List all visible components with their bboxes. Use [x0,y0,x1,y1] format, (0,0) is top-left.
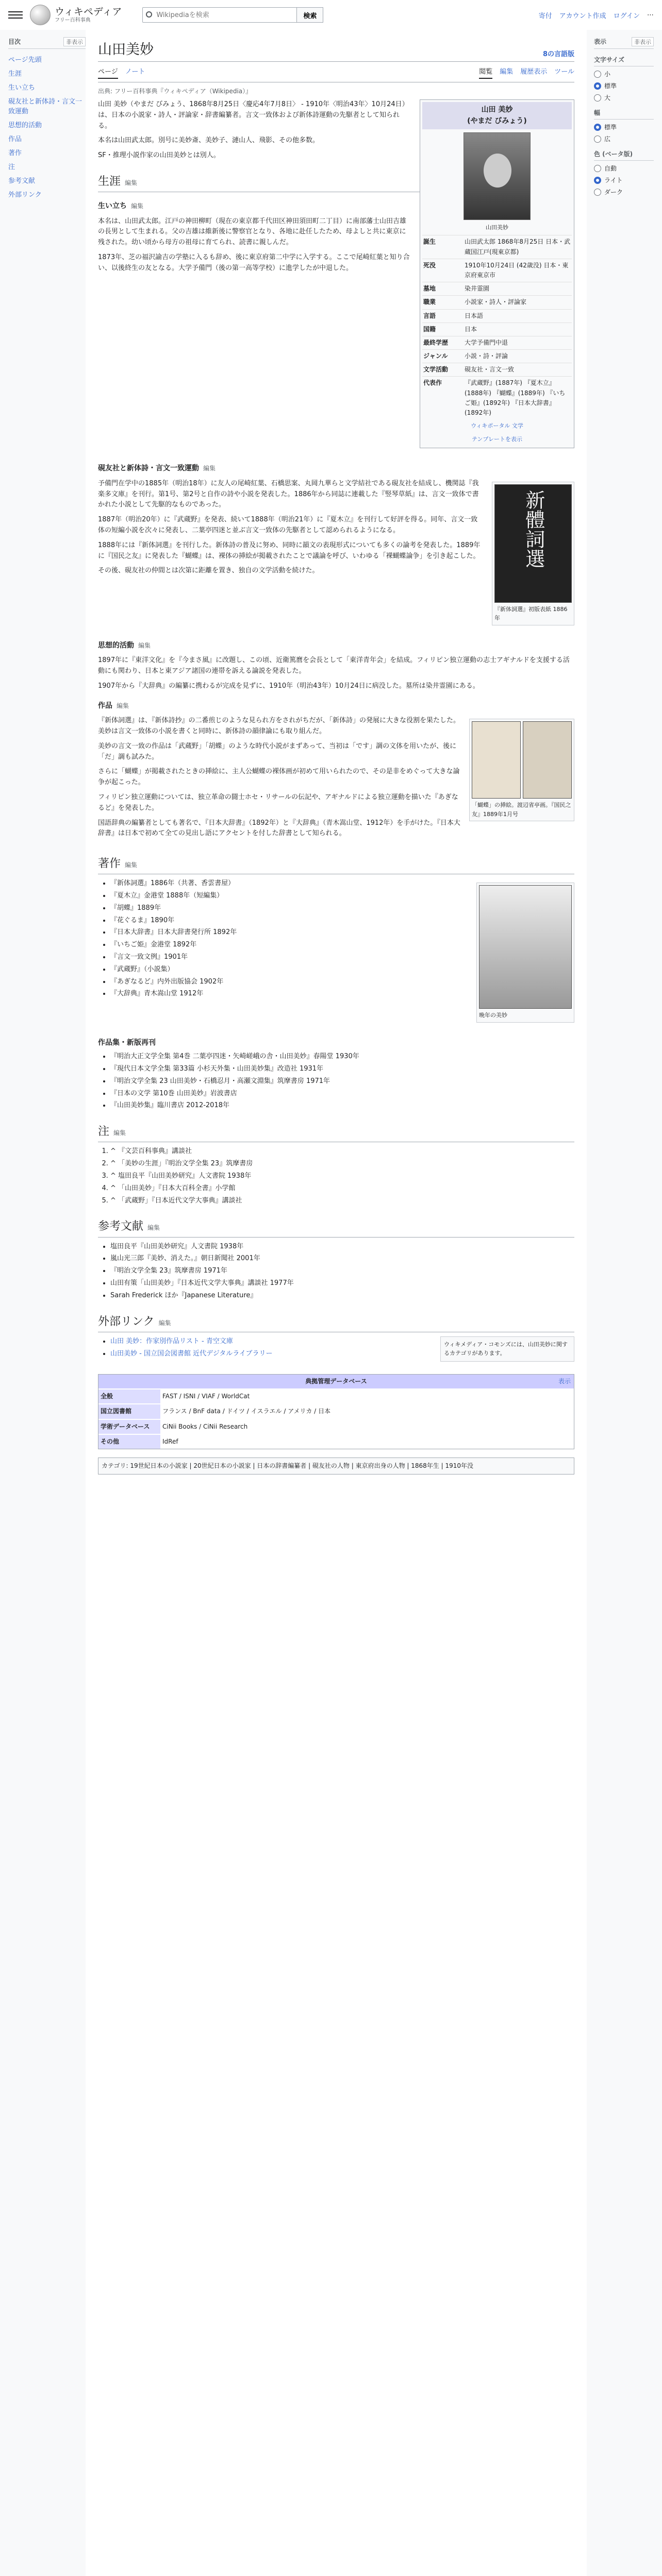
width-heading: 幅 [594,106,654,120]
option-label: ライト [604,177,623,184]
list-item: • 『いちご姫』金港堂 1892年 [110,940,574,951]
external-link[interactable]: 山田 美妙：作家別作品リスト - 青空文庫 [110,1337,233,1345]
navbox-key: 国立図書館 [98,1404,160,1418]
section-heading: 参考文献 [98,1220,144,1233]
navbox-value[interactable]: FAST / ISNI / VIAF / WorldCat [160,1389,252,1403]
reference-item: • 山田有策「山田美妙」『日本近代文学大事典』講談社 1977年 [110,1278,574,1289]
option-label: ダーク [604,189,623,196]
portrait-image[interactable] [464,132,531,220]
appearance-title: 表示 [594,38,607,45]
more-options-icon[interactable]: ⋯ [647,11,654,19]
paragraph: 1887年（明治20年）に『武蔵野』を発表、続いて1888年（明治21年）に『夏木立』を刊行して好評を得る。同年、言文一致体の短編小説を次々に発表し、二葉亭四迷と並ぶ言文一致体の先駆者として認められるようになる。 [98,516,478,534]
toc-item-notes[interactable]: 注 [8,163,15,171]
intro-paragraph: 山田 美妙（やまだ びみょう、1868年8月25日〈慶応4年7月8日〉 - 1910年〈明治43年〉10月24日）は、日本の小説家・詩人・評論家・辞書編纂者。言文一致体および新体詩運動の先駆者として知られる。 [98,100,409,130]
edit-link[interactable]: 編集 [131,202,144,210]
commons-text: ウィキメディア・コモンズには、山田美妙に関するカテゴリがあります。 [444,1341,568,1357]
infobox-name: 山田 美妙 [481,106,513,114]
navbox-value[interactable]: CiNii Books / CiNii Research [160,1420,250,1434]
toc-heading: 目次 [8,38,21,45]
create-account-link[interactable]: アカウント作成 [559,12,606,20]
toc-item-works[interactable]: 作品 [8,135,22,143]
infobox-key: 職業 [423,298,436,306]
infobox-key: 文学活動 [423,366,449,374]
page-tabs [98,62,574,82]
list-item: • 『あぎなるど』内外出版協会 1902年 [110,977,574,988]
radio-icon [594,135,601,143]
authority-navbox [98,1374,574,1449]
paragraph: 1873年、芝の福沢諭吉の学塾に入るも辞め、後に東京府第二中学に入学する。ここで尾崎紅葉と知り合い、以後終生の友となる。大学予備門（後の第一高等学校）に進学したが中退した。 [98,253,410,272]
edit-link[interactable]: 編集 [147,1224,160,1232]
tab-edit[interactable]: 編集 [500,68,514,76]
tab-read[interactable]: 閲覧 [479,66,492,79]
reference-item: • Sarah Frederick ほか『Japanese Literature』 [110,1291,574,1301]
radio-icon [594,94,601,101]
text-size-heading: 文字サイズ [594,53,654,66]
note-item: 5. ^ 「武蔵野」『日本近代文学大事典』講談社 [110,1196,574,1207]
infobox-reading: (やまだ びみょう) [467,117,527,126]
radio-selected-icon [594,124,601,131]
note-item: 1. ^ 『文芸百科事典』講談社 [110,1146,574,1157]
radio-icon [594,71,601,78]
list-item: • 『明治文学全集 23 山田美妙・石橋忍月・高瀬文淵集』筑摩書房 1971年 [110,1076,574,1087]
subsection-heading: 生い立ち [98,202,127,211]
tab-page[interactable]: ページ [98,66,118,79]
book-cover-image[interactable] [494,484,572,603]
color-option[interactable] [594,164,654,173]
site-header [0,0,662,30]
section-heading: 著作 [98,857,121,871]
figure-caption: 『新体詞選』初版表紙 1886年 [494,605,568,622]
list-item: • 『夏木立』金港堂 1888年（短編集） [110,891,574,902]
list-item: • 『山田美妙集』臨川書店 2012-2018年 [110,1100,574,1111]
toc-item-top[interactable]: ページ先頭 [8,56,42,64]
list-item: • 『新体詞選』1886年（共著、香雲書屋） [110,878,574,889]
commons-box [440,1336,574,1362]
section-heading: 生涯 [98,175,121,188]
paragraph: 本名は、山田武太郎。江戸の神田柳町（現在の東京都千代田区神田須田町二丁目）に南部藩士山田吉雄の長男として生まれる。父の吉雄は維新後に警察官となり、各地に赴任したため、母よしと共に東京に残された。幼い頃から母方の祖母に育てられ、読書に親しんだ。 [98,217,407,247]
infobox-value: 日本語 [465,312,484,319]
infobox-value: 大学予備門中退 [465,338,508,346]
external-link[interactable]: 山田美妙 - 国立国会図書館 近代デジタルライブラリー [110,1349,273,1358]
edit-link[interactable]: 編集 [125,179,138,187]
portrait-caption: 山田美妙 [486,224,508,231]
intro-paragraph: 本名は山田武太郎。別号に美妙斎、美妙子、漣山人、飛影、その他多数。 [98,137,320,145]
list-item: • 『花ぐるま』1890年 [110,916,574,926]
list-item: • 『言文一致文例』1901年 [110,952,574,963]
logo-subtitle: フリー百科事典 [55,17,91,23]
user-links [539,10,654,20]
list-item: • 『胡蝶』1889年 [110,903,574,914]
reference-item: • 塩田良平『山田美妙研究』人文書院 1938年 [110,1242,574,1252]
wikipedia-globe-icon [30,5,51,25]
option-label: 小 [604,71,611,78]
tab-tools[interactable]: ツール [554,68,574,76]
paragraph: フィリピン独立運動については、独立革命の闘士ホセ・リサールの伝記や、アギナルドによる独立運動を描いた『あぎなるど』を発表した。 [98,793,458,812]
edit-link[interactable]: 編集 [203,465,216,472]
infobox-key: 最終学歴 [423,338,449,346]
navbox-toggle[interactable]: 表示 [558,1377,571,1385]
edit-link[interactable]: 編集 [117,702,129,709]
paragraph: 国語辞典の編纂者としても著名で、『日本大辞書』（1892年）と『大辞典』（青木嵩山堂、1912年）を手がけた。『日本大辞書』は日本で初めて全ての見出し語にアクセントを付した辞書として知られる。 [98,819,460,838]
option-label: 大 [604,94,611,101]
hatnote: SF・推理小説作家の山田美妙とは別人。 [98,151,220,160]
paragraph: 1907年から『大辞典』の編纂に携わるが完成を見ずに、1910年（明治43年）10月24日に病没した。墓所は染井霊園にある。 [98,682,479,690]
search-form [142,7,323,23]
color-heading: 色 (ベータ版) [594,147,654,161]
infobox-value: 『武蔵野』(1887年) 『夏木立』(1888年) 『蝴蝶』(1889年) 『いちご姫』(1892年) 『日本大辞書』(1892年) [465,379,566,416]
calligraphy-text: 新體詞選 [522,489,545,568]
illustration-image[interactable] [472,721,521,799]
section-heading: 外部リンク [98,1315,155,1328]
from-line: 出典: フリー百科事典『ウィキペディア（Wikipedia）』 [98,88,252,95]
subsection-heading: 作品集・新版再刊 [98,1038,156,1047]
list-item: • 『武蔵野』（小説集） [110,964,574,975]
text-size-option[interactable] [594,81,654,90]
toc-item-thought[interactable]: 思想的活動 [8,122,42,129]
color-option[interactable] [594,188,654,196]
figure [492,482,574,625]
toc-item-writings[interactable]: 著作 [8,149,22,157]
portrait-late-image[interactable] [479,885,572,1009]
toc-hide-button[interactable]: 非表示 [63,37,86,46]
infobox-key: 死没 [423,261,436,269]
reference-item: • 『明治文学全集 23』筑摩書房 1971年 [110,1266,574,1277]
logo-title: ウィキペディア [55,6,122,18]
appearance-panel [587,30,654,2576]
radio-icon [594,189,601,196]
site-logo[interactable] [30,5,122,25]
infobox-key: 国籍 [423,325,436,333]
section-heading: 注 [98,1125,110,1139]
infobox-key: 言語 [423,312,436,319]
figure-caption: 「蝴蝶」の挿絵。渡辺省亭画。『国民之友』1889年1月号 [472,802,571,818]
option-label: 標準 [604,124,617,131]
option-label: 標準 [604,82,617,90]
tab-talk[interactable]: ノート [125,68,145,76]
note-item: 4. ^ 「山田美妙」『日本大百科全書』小学館 [110,1183,574,1194]
infobox-value: 山田武太郎 1868年8月25日 日本・武蔵国江戸(現東京都) [465,238,571,256]
search-input[interactable] [142,7,297,23]
article [86,30,587,2576]
color-option[interactable] [594,176,654,184]
search-button[interactable]: 検索 [297,7,323,23]
edit-link[interactable]: 編集 [138,641,151,649]
radio-selected-icon [594,177,601,184]
text-size-option[interactable] [594,70,654,78]
list-item: • 『日本の文学 第10巻 山田美妙』岩波書店 [110,1089,574,1099]
infobox-value: 小説家・詩人・評論家 [465,298,527,306]
list-item: • 『大辞典』青木嵩山堂 1912年 [110,989,574,999]
toc-item-early[interactable]: 生い立ち [8,84,36,92]
toc-item-external[interactable]: 外部リンク [8,191,42,199]
paragraph: 1897年に『東洋文化』を『今まさ風』に改題し、この頃、近衛篤麿を会長として「東洋青年会」を結成。フィリピン独立運動の志士アギナルドを支援する活動にも関わり、日本と東アジア諸国の連帯を訴える論説を発表した。 [98,656,570,675]
page-title: 山田美妙 [98,42,154,58]
paragraph: 1888年には『新体詞選』を刊行した。新体詩の普及に努め、同時に韻文の表現形式についても多くの論考を発表した。1889年に『国民之友』に発表した『蝴蝶』は、裸体の挿絵が掲載されたことで議論を呼び、いわゆる「裸蝴蝶論争」を引き起こした。 [98,541,481,560]
list-item: • 『日本大辞書』日本大辞書発行所 1892年 [110,927,574,938]
navbox-value[interactable]: IdRef [160,1435,180,1449]
toc-item-refs[interactable]: 参考文献 [8,177,36,185]
option-label: 自動 [604,165,617,172]
navbox-key: 学術データベース [98,1420,160,1434]
illustration-image[interactable] [523,721,572,799]
infobox-key: ジャンル [423,352,448,360]
language-button[interactable]: 8の言語版 [542,50,574,58]
login-link[interactable]: ログイン [613,12,640,20]
paragraph: その後、硯友社の仲間とは次第に距離を置き、独自の文学活動を続けた。 [98,567,319,575]
category-links[interactable]: カテゴリ: 19世紀日本の小説家 | 20世紀日本の小説家 | 日本の辞書編纂者 | 硯友社の人物 | 東京府出身の人物 | 1868年生 | 1910年没 [98,1458,574,1475]
donate-link[interactable]: 寄付 [538,12,552,20]
paragraph: 『新体詞選』は、『新体詩抄』の二番煎じのような見られ方をされがちだが、「新体詩」の発展に大きな役割を果たした。美妙は言文一致体の小説を書くと同時に、新体詩の韻律論にも取り組んだ。 [98,717,460,735]
paragraph: 予備門在学中の1885年（明治18年）に友人の尾崎紅葉、石橋思案、丸岡九華らと文学結社である硯友社を結成し、機関誌『我楽多文庫』を刊行。第1号、第2号と自作の詩や小説を発表した。1886年から同誌に連載した『竪琴草紙』は、言文一致体で書かれた小説として先駆的なものであった。 [98,479,479,509]
width-option[interactable] [594,134,654,143]
note-item: 2. ^ 「美妙の生涯」『明治文学全集 23』筑摩書房 [110,1159,574,1170]
paragraph: さらに「蝴蝶」が掲載されたときの挿絵に、主人公蝴蝶の裸体画が初めて用いられたので、その是非をめぐって大きな論争が起こった。 [98,768,460,787]
infobox-value: 日本 [465,325,477,333]
subsection-heading: 硯友社と新体詩・言文一致運動 [98,464,199,473]
paragraph: 美妙の言文一致の作品は「武蔵野」「胡蝶」のような時代小説がまずあって、当初は「です」調の文体を用いたが、後に「だ」調も試みた。 [98,742,457,761]
edit-link[interactable]: 編集 [125,861,138,869]
list-item: • 『現代日本文学全集 第33篇 小杉天外集・山田美妙集』改造社 1931年 [110,1064,574,1075]
main-menu-icon[interactable] [8,8,23,22]
radio-icon [594,165,601,172]
infobox-key: 代表作 [423,379,442,387]
toc-item-life[interactable]: 生涯 [8,70,22,78]
edit-link[interactable]: 編集 [158,1319,171,1327]
infobox-value: 1910年10月24日 (42歳没) 日本・東京府東京市 [465,261,569,279]
figure [476,883,574,1023]
option-label: 広 [604,135,611,143]
toc-item-kenyusha[interactable]: 硯友社と新体詩・言文一致運動 [8,98,82,115]
infobox-value: 小説・詩・評論 [465,352,508,360]
navbox-value[interactable]: フランス / BnF data / ドイツ / イスラエル / アメリカ / 日本 [160,1404,333,1418]
figure [469,719,574,821]
note-item: 3. ^ 塩田良平『山田美妙研究』人文書院 1938年 [110,1171,574,1182]
infobox-key: 墓地 [423,285,436,293]
width-option[interactable] [594,123,654,131]
subsection-heading: 思想的活動 [98,641,134,650]
radio-selected-icon [594,82,601,90]
text-size-option[interactable] [594,93,654,102]
template-link[interactable]: テンプレートを表示 [471,435,522,443]
portal-link[interactable]: ウィキポータル 文学 [471,422,523,430]
toc-sidebar [8,30,86,2576]
navbox-title: 典拠管理データベース [305,1377,367,1385]
subsection-heading: 作品 [98,701,112,710]
appearance-hide-button[interactable]: 非表示 [632,37,654,46]
infobox [420,99,574,448]
navbox-key: その他 [98,1435,160,1449]
infobox-value: 染井霊園 [465,285,490,293]
infobox-value: 硯友社・言文一致 [465,366,515,374]
figure-caption: 晩年の美妙 [479,1012,507,1019]
edit-link[interactable]: 編集 [113,1129,126,1137]
list-item: • 『明治大正文学全集 第4巻 二葉亭四迷・矢崎嵯峨の舎・山田美妙』春陽堂 1930年 [110,1052,574,1062]
tab-history[interactable]: 履歴表示 [520,68,548,76]
navbox-key: 全般 [98,1389,160,1403]
reference-item: • 嵐山光三郎『美妙、消えた。』朝日新聞社 2001年 [110,1253,574,1264]
infobox-key: 誕生 [423,238,436,246]
